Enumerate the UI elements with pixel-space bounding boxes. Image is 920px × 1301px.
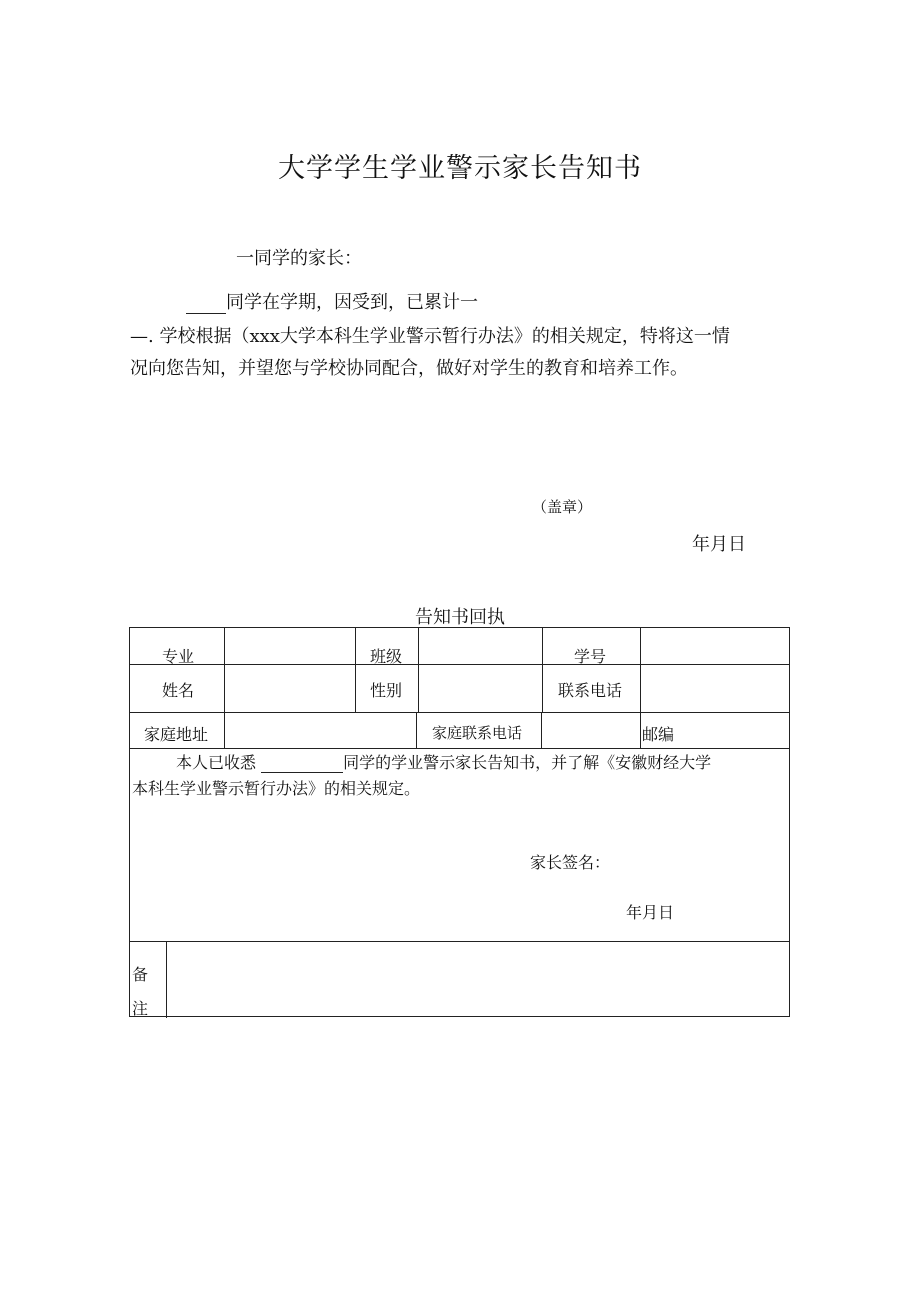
column-divider: [224, 628, 225, 712]
column-divider: [166, 941, 167, 1018]
notice-line-1-text: 同学在学期，因受到，已累计一: [226, 292, 478, 313]
column-divider: [640, 712, 641, 748]
remarks-label: 备注: [132, 965, 149, 1018]
notice-line-1: [186, 288, 478, 314]
notice-line-3: 况向您告知，并望您与学校协同配合，做好对学生的教育和培养工作。: [130, 358, 688, 379]
phone-label: 联系电话: [558, 681, 623, 700]
column-divider: [542, 628, 543, 712]
postcode-label: 邮编: [642, 725, 675, 744]
row-divider: [130, 712, 789, 713]
major-label: 专业: [162, 647, 195, 666]
row-divider: [130, 748, 789, 749]
receipt-table: [129, 627, 790, 1017]
class-label: 班级: [370, 647, 403, 666]
acknowledgement-line-1: [176, 750, 711, 773]
column-divider: [541, 712, 542, 748]
acknowledgement-prefix: 本人已收悉: [176, 753, 257, 772]
ack-student-blank: [261, 753, 343, 773]
notice-line-2: —. 学校根据（xxx大学本科生学业警示暂行办法》的相关规定，特将这一情: [130, 326, 730, 347]
column-divider: [355, 628, 356, 712]
acknowledgement-suffix: 同学的学业警示家长告知书，并了解《安徽财经大学: [343, 753, 712, 772]
column-divider: [640, 628, 641, 712]
parent-signature-label: 家长签名：: [530, 853, 611, 872]
receipt-date: 年月日: [626, 903, 675, 922]
seal-label: （盖章）: [532, 498, 593, 516]
salutation: 一同学的家长：: [236, 248, 362, 269]
row-divider: [130, 941, 789, 942]
column-divider: [416, 712, 417, 748]
address-label: 家庭地址: [144, 725, 209, 744]
row-divider: [130, 664, 789, 665]
student-id-label: 学号: [574, 647, 607, 666]
name-label: 姓名: [162, 681, 195, 700]
document-title: 大学学生学业警示家长告知书: [278, 153, 642, 184]
receipt-title: 告知书回执: [415, 607, 505, 628]
gender-label: 性别: [370, 681, 403, 700]
student-name-blank: [186, 292, 226, 314]
column-divider: [224, 712, 225, 748]
notice-date: 年月日: [692, 534, 746, 555]
column-divider: [418, 628, 419, 712]
home-phone-label: 家庭联系电话: [432, 724, 523, 742]
acknowledgement-line-2: 本科生学业警示暂行办法》的相关规定。: [132, 779, 421, 798]
